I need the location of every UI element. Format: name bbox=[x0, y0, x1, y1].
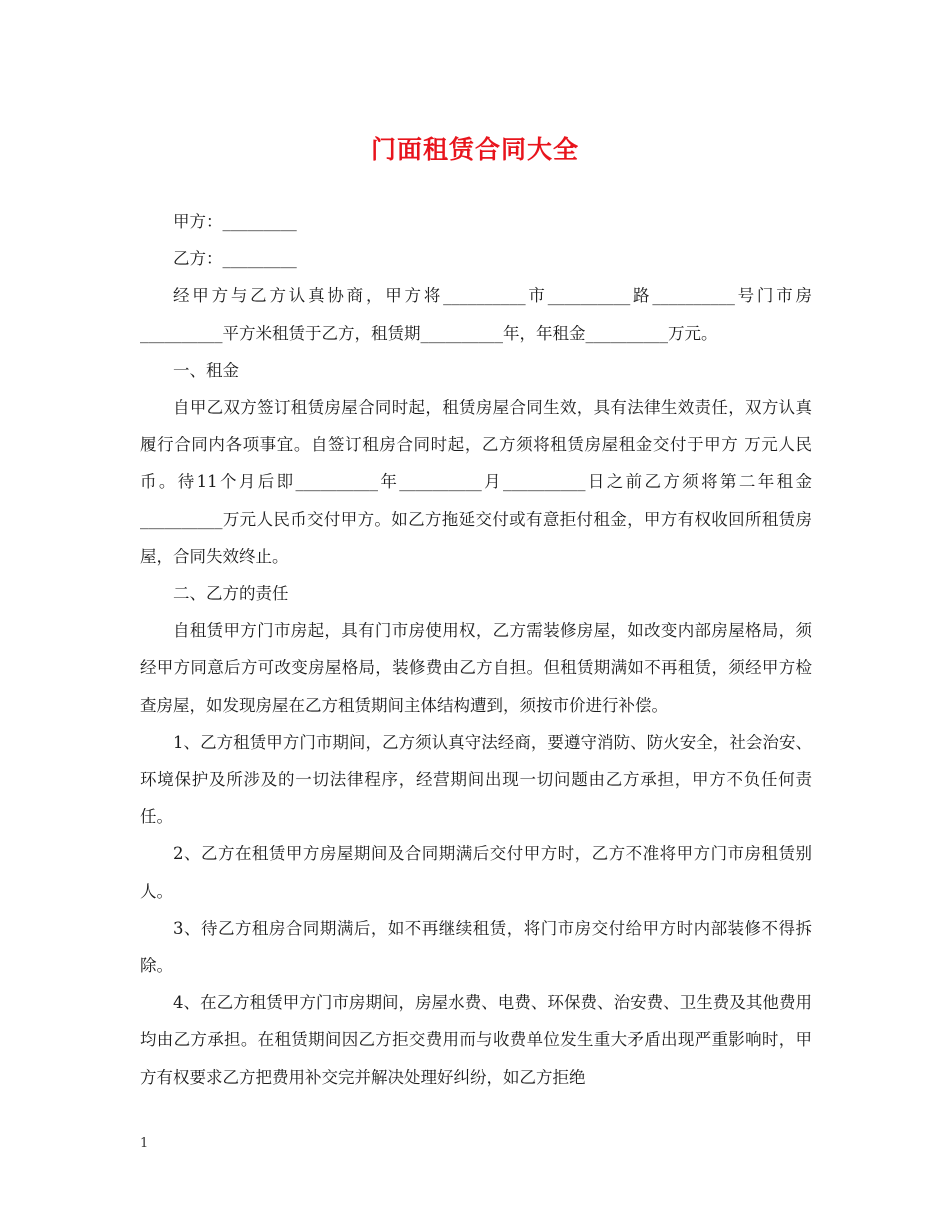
clause-2: 2、乙方在租赁甲方房屋期间及合同期满后交付甲方时，乙方不准将甲方门市房租赁别人。 bbox=[140, 844, 812, 901]
page-number: 1 bbox=[140, 1136, 149, 1151]
section-heading-rent: 一、租金 bbox=[173, 360, 239, 380]
clause-3: 3、待乙方租房合同期满后，如不再继续租赁，将门市房交付给甲方时内部装修不得拆除。 bbox=[140, 918, 812, 976]
intro-paragraph: 经甲方与乙方认真协商，甲方将__________市__________路__________号门市房__________平方米租赁于乙方，租赁期__________年，年租金__________万元。 bbox=[140, 286, 812, 343]
clause-4: 4、在乙方租赁甲方门市房期间，房屋水费、电费、环保费、治安费、卫生费及其他费用均由乙方承担。在租赁期间因乙方拒交费用而与收费单位发生重大矛盾出现严重影响时，甲方有权要求乙方把费用补交完并解决处理好纠纷，如乙方拒绝 bbox=[140, 993, 812, 1087]
document-body bbox=[140, 203, 812, 1096]
document-title: 门面租赁合同大全 bbox=[370, 135, 579, 164]
section-heading-party-b-duties: 二、乙方的责任 bbox=[173, 584, 289, 604]
party-b-line: 乙方：_________ bbox=[173, 249, 297, 269]
duties-paragraph: 自租赁甲方门市房起，具有门市房使用权，乙方需装修房屋，如改变内部房屋格局，须经甲方同意后方可改变房屋格局，装修费由乙方自担。但租赁期满如不再租赁，须经甲方检查房屋，如发现房屋在乙方租赁期间主体结构遭到，须按市价进行补偿。 bbox=[140, 621, 812, 715]
clause-1: 1、乙方租赁甲方门市期间，乙方须认真守法经商，要遵守消防、防火安全，社会治安、环境保护及所涉及的一切法律程序，经营期间出现一切问题由乙方承担，甲方不负任何责任。 bbox=[140, 732, 812, 827]
rent-paragraph: 自甲乙双方签订租赁房屋合同时起，租赁房屋合同生效，具有法律生效责任，双方认真履行合同内各项事宜。自签订租房合同时起，乙方须将租赁房屋租金交付于甲方 万元人民币。待11个月后即__________年__________月__________日之前乙方须将第二年租金__________万元人民币交付甲方。如乙方拖延交付或有意拒付租金，甲方有权收回所租赁房屋，合同失效终止。 bbox=[140, 398, 812, 566]
party-a-line: 甲方：_________ bbox=[173, 212, 297, 231]
